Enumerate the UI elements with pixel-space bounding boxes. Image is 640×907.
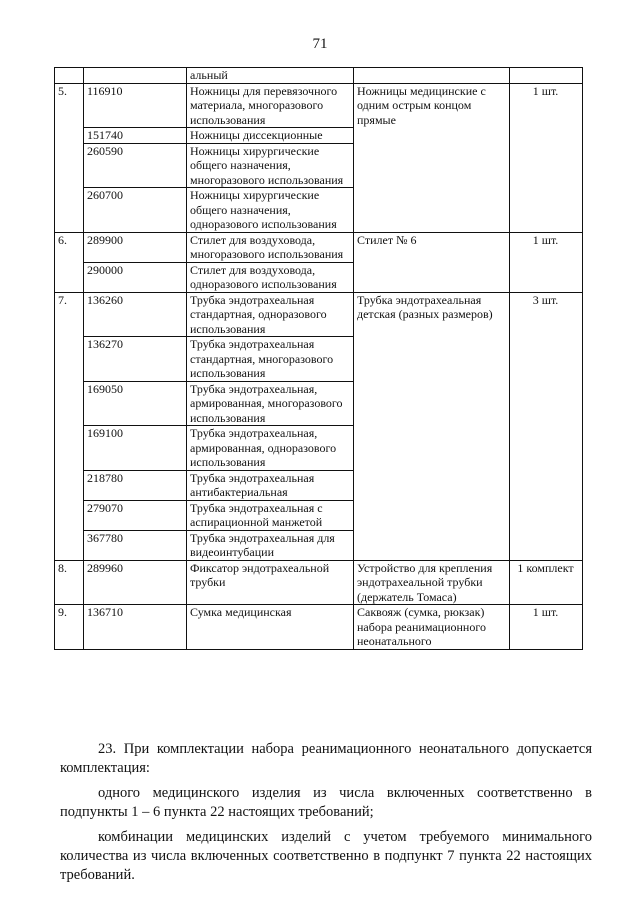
cell-name: Трубка эндотрахеальная с аспирационной манжетой (187, 500, 354, 530)
cell-code: 116910 (84, 83, 187, 128)
cell-code: 218780 (84, 470, 187, 500)
cell-number (55, 68, 84, 84)
cell-code: 169050 (84, 381, 187, 426)
table-row-continuation (55, 68, 583, 84)
cell-code (84, 68, 187, 84)
cell-code: 290000 (84, 262, 187, 292)
cell-code: 136270 (84, 337, 187, 382)
cell-code: 279070 (84, 500, 187, 530)
cell-code: 260590 (84, 143, 187, 188)
paragraph-item-23: 23. При комплектации набора реанимационного неонатального допускается комплектация: (60, 741, 592, 776)
cell-quantity: 1 шт. (510, 232, 583, 292)
cell-code: 367780 (84, 530, 187, 560)
cell-code: 151740 (84, 128, 187, 144)
cell-name: Сумка медицинская (187, 605, 354, 650)
cell-name: Ножницы хирургические общего назначения, многоразового использования (187, 143, 354, 188)
cell-name: Трубка эндотрахеальная стандартная, одноразового использования (187, 292, 354, 337)
cell-description: Стилет № 6 (354, 232, 510, 292)
cell-name: Стилет для воздуховода, многоразового использования (187, 232, 354, 262)
paragraph-option-single: одного медицинского изделия из числа включенных соответственно в подпункты 1 – 6 пункта 22 настоящих требований; (60, 785, 592, 820)
cell-code: 169100 (84, 426, 187, 471)
body-text (60, 740, 592, 893)
cell-number: 5. (55, 83, 84, 232)
cell-description: Трубка эндотрахеальная детская (разных размеров) (354, 292, 510, 560)
cell-description (354, 68, 510, 84)
table-row (55, 605, 583, 650)
cell-description: Устройство для крепления эндотрахеальной трубки (держатель Томаса) (354, 560, 510, 605)
cell-name: Трубка эндотрахеальная для видеоинтубации (187, 530, 354, 560)
table-row (55, 560, 583, 605)
cell-quantity: 3 шт. (510, 292, 583, 560)
cell-name: Трубка эндотрахеальная, армированная, одноразового использования (187, 426, 354, 471)
cell-number: 6. (55, 232, 84, 292)
cell-name: Ножницы хирургические общего назначения, одноразового использования (187, 188, 354, 233)
cell-name: Трубка эндотрахеальная, армированная, многоразового использования (187, 381, 354, 426)
cell-number: 9. (55, 605, 84, 650)
cell-code: 136260 (84, 292, 187, 337)
cell-code: 289960 (84, 560, 187, 605)
cell-name: Ножницы для перевязочного материала, многоразового использования (187, 83, 354, 128)
cell-name: Ножницы диссекционные (187, 128, 354, 144)
cell-number: 8. (55, 560, 84, 605)
page-number: 71 (312, 36, 328, 52)
cell-quantity (510, 68, 583, 84)
cell-quantity: 1 шт. (510, 83, 583, 232)
cell-name: альный (187, 68, 354, 84)
cell-description: Саквояж (сумка, рюкзак) набора реанимационного неонатального (354, 605, 510, 650)
cell-name: Фиксатор эндотрахеальной трубки (187, 560, 354, 605)
cell-code: 289900 (84, 232, 187, 262)
table-row (55, 83, 583, 128)
cell-code: 136710 (84, 605, 187, 650)
cell-name: Трубка эндотрахеальная антибактериальная (187, 470, 354, 500)
cell-number: 7. (55, 292, 84, 560)
cell-quantity: 1 шт. (510, 605, 583, 650)
cell-name: Стилет для воздуховода, одноразового использования (187, 262, 354, 292)
cell-name: Трубка эндотрахеальная стандартная, многоразового использования (187, 337, 354, 382)
cell-code: 260700 (84, 188, 187, 233)
table-row (55, 232, 583, 262)
cell-description: Ножницы медицинские с одним острым концом прямые (354, 83, 510, 232)
cell-quantity: 1 комплект (510, 560, 583, 605)
paragraph-option-combination: комбинации медицинских изделий с учетом требуемого минимального количества из числа включенных соответственно в подпункт 7 пункта 22 настоящих требований. (60, 829, 592, 883)
requirements-table (54, 67, 583, 650)
table-row (55, 292, 583, 337)
